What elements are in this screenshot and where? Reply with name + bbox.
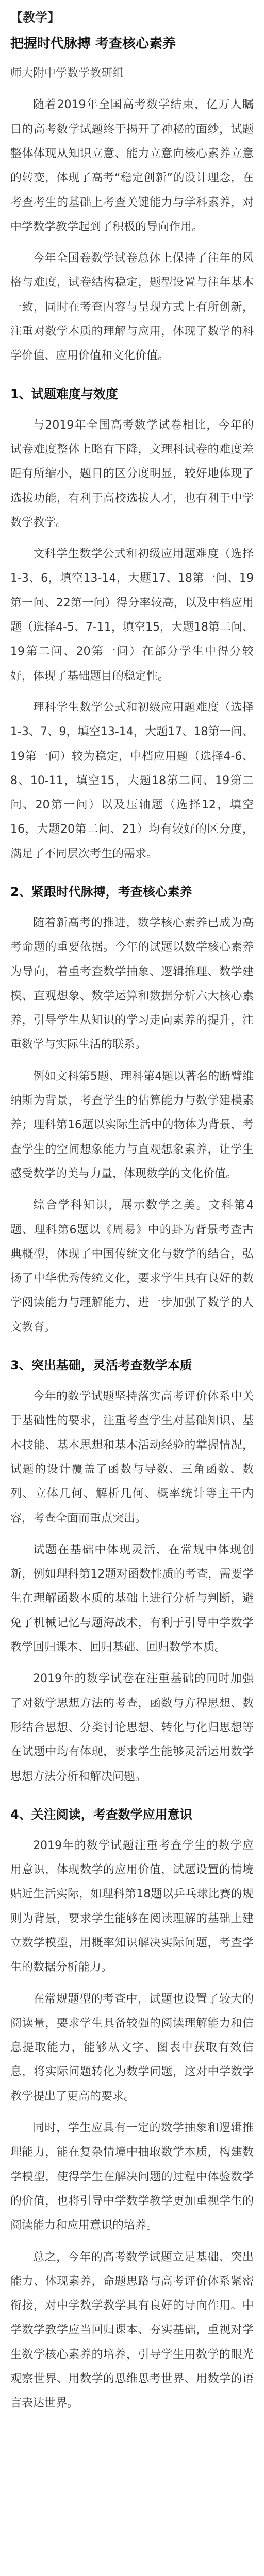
section-paragraph: 例如文科第5题、理科第4题以著名的断臂维纳斯为背景，考查学生的估算能力与数学建模素养；理科第16题以实际生活中的物体为背景，考查学生的空间想象能力与直观想象素养，让学生感受数学的美与力量，体现数学的文化价值。 [10, 1070, 254, 1180]
section-paragraph: 同时，学生应具有一定的数学抽象和逻辑推理能力，能在复杂情境中抽取数学本质，构建数学模型，使得学生在解决问题的过程中体验数学的价值，也将引导中学数学教学更加重视学生的阅读能力和应用意识的培养。 [10, 2122, 254, 2232]
section-heading: 4、关注阅读，考查数学应用意识 [10, 1807, 192, 1822]
section-paragraph: 综合学科知识，展示数学之美。文科第4题、理科第6题以《周易》中的卦为背景考查古典概型，体现了中国传统文化与数学的结合，弘扬了中华优秀传统文化，要求学生具有良好的数学阅读能力与理解能力，进一步加强了数学的人文教育。 [10, 1199, 254, 1334]
section-paragraph: 与2019年全国高考数学试卷相比，今年的试卷难度整体上略有下降，文理科试卷的难度差距有所缩小，题目的区分度明显，较好地体现了选拔功能，有利于高校选拔人才，也有利于中学数学教学。 [10, 418, 254, 529]
section-paragraph: 理科学生数学公式和初级应用题难度（选择1-3、7、9，填空13-14，大题17、18第一问、19第一问）较为稳定，中档应用题（选择4-6、8、10-11，填空15，大题18第二问、19第二问、20第一问）以及压轴题（选择12，填空16，大题20第二问、21）均有较好的区分度，满足了不同层次考生的需求。 [10, 701, 254, 860]
section-paragraph: 总之，今年的高考数学试题立足基础、突出能力、体现素养，命题思路与高考评价体系紧密衔接，对中学数学教学具有良好的导向作用。中学数学教学应当回归课本、夯实基础，重视对学生数学核心素养的培养，引导学生用数学的眼光观察世界、用数学的思维思考世界、用数学的语言表达世界。 [10, 2250, 254, 2410]
section-paragraph: 试题在基础中体现灵活，在常规中体现创新，例如理科第12题对函数性质的考查，需要学生在理解函数本质的基础上进行分析与判断，避免了机械记忆与题海战术，有利于引导中学数学教学回归课本、回归基础、回归数学本质。 [10, 1543, 254, 1654]
section-heading: 2、紧跟时代脉搏，考查核心素养 [10, 885, 192, 899]
intro-paragraph: 今年全国卷数学试卷总体上保持了往年的风格与难度，试卷结构稳定，题型设置与往年基本一致，同时在考查内容与呈现方式上有所创新，注重对数学本质的理解与应用，体现了数学的科学价值、应用价值和文化价值。 [10, 252, 254, 363]
section-paragraph: 2019年的数学试题注重考查学生的数学应用意识，体现数学的应用价值，试题设置的情境贴近生活实际，如理科第18题以乒乓球比赛的规则为背景，要求学生能够在阅读理解的基础上建立数学模型，用概率知识解决实际问题，考查学生的数据分析能力。 [10, 1839, 254, 1974]
section-paragraph: 2019年的数学试卷在注重基础的同时加强了对数学思想方法的考查，函数与方程思想、数形结合思想、分类讨论思想、转化与化归思想等在试题中均有体现，要求学生能够灵活运用数学思想方法分析和解决问题。 [10, 1672, 254, 1783]
section-paragraph: 文科学生数学公式和初级应用题难度（选择1-3、6，填空13-14，大题17、18第一问、19第一问、22第一问）得分率较高，以及中档应用题（选择4-5、7-11，填空15，大题18第二问、19第二问、20第一问）在部分学生中得分较好，体现了基础题目的稳定性。 [10, 548, 254, 683]
section-heading: 3、突出基础，灵活考查数学本质 [10, 1358, 192, 1373]
article-tag: 【教学】 [10, 10, 60, 25]
section-paragraph: 在常规题型的考查中，试题也设置了较大的阅读量，要求学生具备较强的阅读理解能力和信息提取能力，能够从文字、图表中获取有效信息，将实际问题转化为数学问题，这对中学数学教学提出了更高的要求。 [10, 1992, 254, 2103]
article-author: 师大附中学数学教研组 [10, 67, 124, 80]
article-title: 把握时代脉搏 考查核心素养 [10, 36, 176, 52]
section-heading: 1、试题难度与效度 [10, 386, 118, 401]
section-paragraph: 随着新高考的推进，数学核心素养已成为高考命题的重要依据。今年的试题以数学核心素养为导向，着重考查数学抽象、逻辑推理、数学建模、直观想象、数学运算和数据分析六大核心素养，引导学生从知识的学习走向素养的提升，注重数学与实际生活的联系。 [10, 917, 254, 1052]
intro-paragraph: 随着2019年全国高考数学结束，亿万人瞩目的高考数学试题终于揭开了神秘的面纱，试题整体体现从知识立意、能力立意向核心素养立意的转变，体现了高考“稳定创新”的设计理念，在考查考生的基础上考查关键能力与学科素养，对中学数学教学起到了积极的导向作用。 [10, 98, 254, 233]
section-paragraph: 今年的数学试题坚持落实高考评价体系中关于基础性的要求，注重考查学生对基础知识、基本技能、基本思想和基本活动经验的掌握情况，试题的设计覆盖了函数与导数、三角函数、数列、立体几何、解析几何、概率统计等主干内容，考查全面而重点突出。 [10, 1390, 254, 1525]
